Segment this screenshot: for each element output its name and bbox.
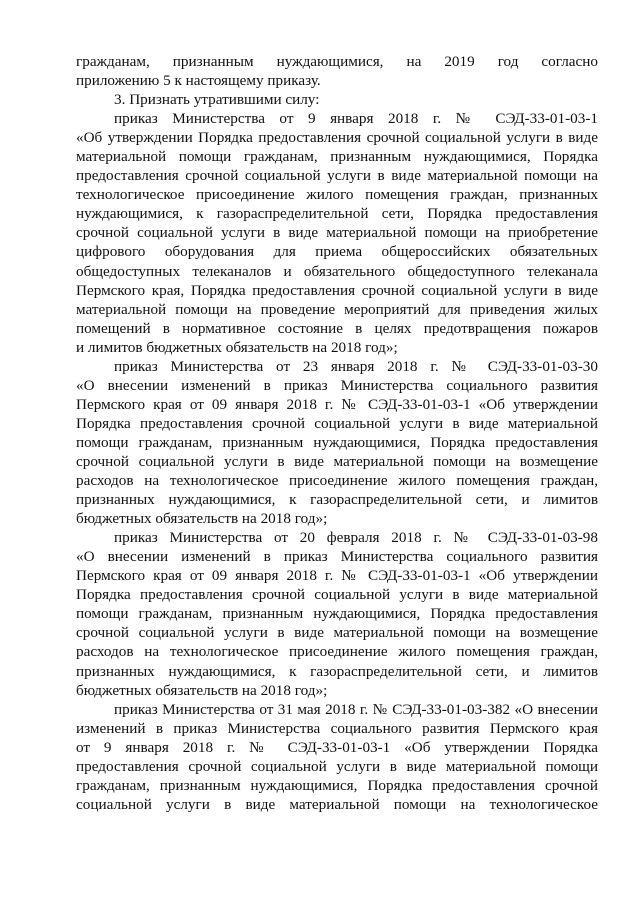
text-line: Пермского края от 09 января 2018 г. № СЭД-33-01-03-1 «Об утверждении xyxy=(76,395,598,413)
text-line: «О внесении изменений в приказ Министерства социального развития xyxy=(76,376,598,394)
text-line: помощи гражданам, признанным нуждающимися, Порядка предоставления xyxy=(76,433,598,451)
paragraph-first-line: приказ Министерства от 9 января 2018 г. № СЭД-33-01-03-1 xyxy=(114,110,598,128)
text-line: технологическое присоединение жилого помещения граждан, признанных xyxy=(76,186,598,204)
text-line: признанных нуждающимися, к газораспределительной сети, и лимитов xyxy=(76,662,598,680)
paragraph-first-line: приказ Министерства от 31 мая 2018 г. № СЭД-33-01-03-382 «О внесении xyxy=(114,700,598,718)
text-line: общедоступных телеканалов и обязательного общедоступного телеканала xyxy=(76,262,598,280)
text-line: «О внесении изменений в приказ Министерства социального развития xyxy=(76,548,598,566)
text-line: от 9 января 2018 г. № СЭД-33-01-03-1 «Об утверждении Порядка xyxy=(76,738,598,756)
paragraph-first-line: 3. Признать утратившими силу: xyxy=(114,91,320,109)
text-line: Порядка предоставления срочной социальной услуги в виде материальной xyxy=(76,586,598,604)
text-line: помощи гражданам, признанным нуждающимися, Порядка предоставления xyxy=(76,605,598,623)
text-line: «Об утверждении Порядка предоставления срочной социальной услуги в виде xyxy=(76,129,598,147)
text-line: гражданам, признанным нуждающимися, на 2019 год согласно xyxy=(76,53,598,70)
text-line: помещений в нормативное состояние в целях предотвращения пожаров xyxy=(76,319,598,337)
text-line: и лимитов бюджетных обязательств на 2018 год»; xyxy=(76,338,398,356)
text-line: срочной социальной услуги в виде материальной помощи на возмещение xyxy=(76,624,598,642)
text-line: материальной помощи гражданам, признанным нуждающимися, Порядка xyxy=(76,148,598,166)
text-line: нуждающимися, к газораспределительной сети, Порядка предоставления xyxy=(76,205,598,223)
text-line: Пермского края от 09 января 2018 г. № СЭД-33-01-03-1 «Об утверждении xyxy=(76,567,598,585)
text-line: приложению 5 к настоящему приказу. xyxy=(76,72,321,90)
text-line: бюджетных обязательств на 2018 год»; xyxy=(76,681,328,699)
text-line: срочной социальной услуги в виде материальной помощи на возмещение xyxy=(76,452,598,470)
text-line: цифрового оборудования для приема общероссийских обязательных xyxy=(76,243,598,261)
document-body-text xyxy=(76,52,598,814)
text-line: расходов на технологическое присоединение жилого помещения граждан, xyxy=(76,643,598,661)
text-line: Порядка предоставления срочной социальной услуги в виде материальной xyxy=(76,414,598,432)
text-line: гражданам, признанным нуждающимися, Порядка предоставления срочной xyxy=(76,776,598,794)
text-line: предоставления срочной социальной услуги в виде материальной помощи на xyxy=(76,167,598,185)
text-line: социальной услуги в виде материальной помощи на технологическое xyxy=(76,795,598,813)
text-line: изменений в приказ Министерства социального развития Пермского края xyxy=(76,719,598,737)
text-line: срочной социальной услуги в виде материальной помощи на приобретение xyxy=(76,224,598,242)
text-line: признанных нуждающимися, к газораспределительной сети, и лимитов xyxy=(76,491,598,509)
paragraph-first-line: приказ Министерства от 23 января 2018 г. № СЭД-33-01-03-30 xyxy=(114,357,598,375)
text-line: Пермского края, Порядка предоставления срочной социальной услуги в виде xyxy=(76,281,598,299)
text-line: предоставления срочной социальной услуги в виде материальной помощи xyxy=(76,757,598,775)
text-line: бюджетных обязательств на 2018 год»; xyxy=(76,510,328,528)
text-line: материальной помощи на проведение мероприятий для приведения жилых xyxy=(76,300,598,318)
text-line: расходов на технологическое присоединение жилого помещения граждан, xyxy=(76,472,598,490)
paragraph-first-line: приказ Министерства от 20 февраля 2018 г. № СЭД-33-01-03-98 xyxy=(114,529,598,547)
